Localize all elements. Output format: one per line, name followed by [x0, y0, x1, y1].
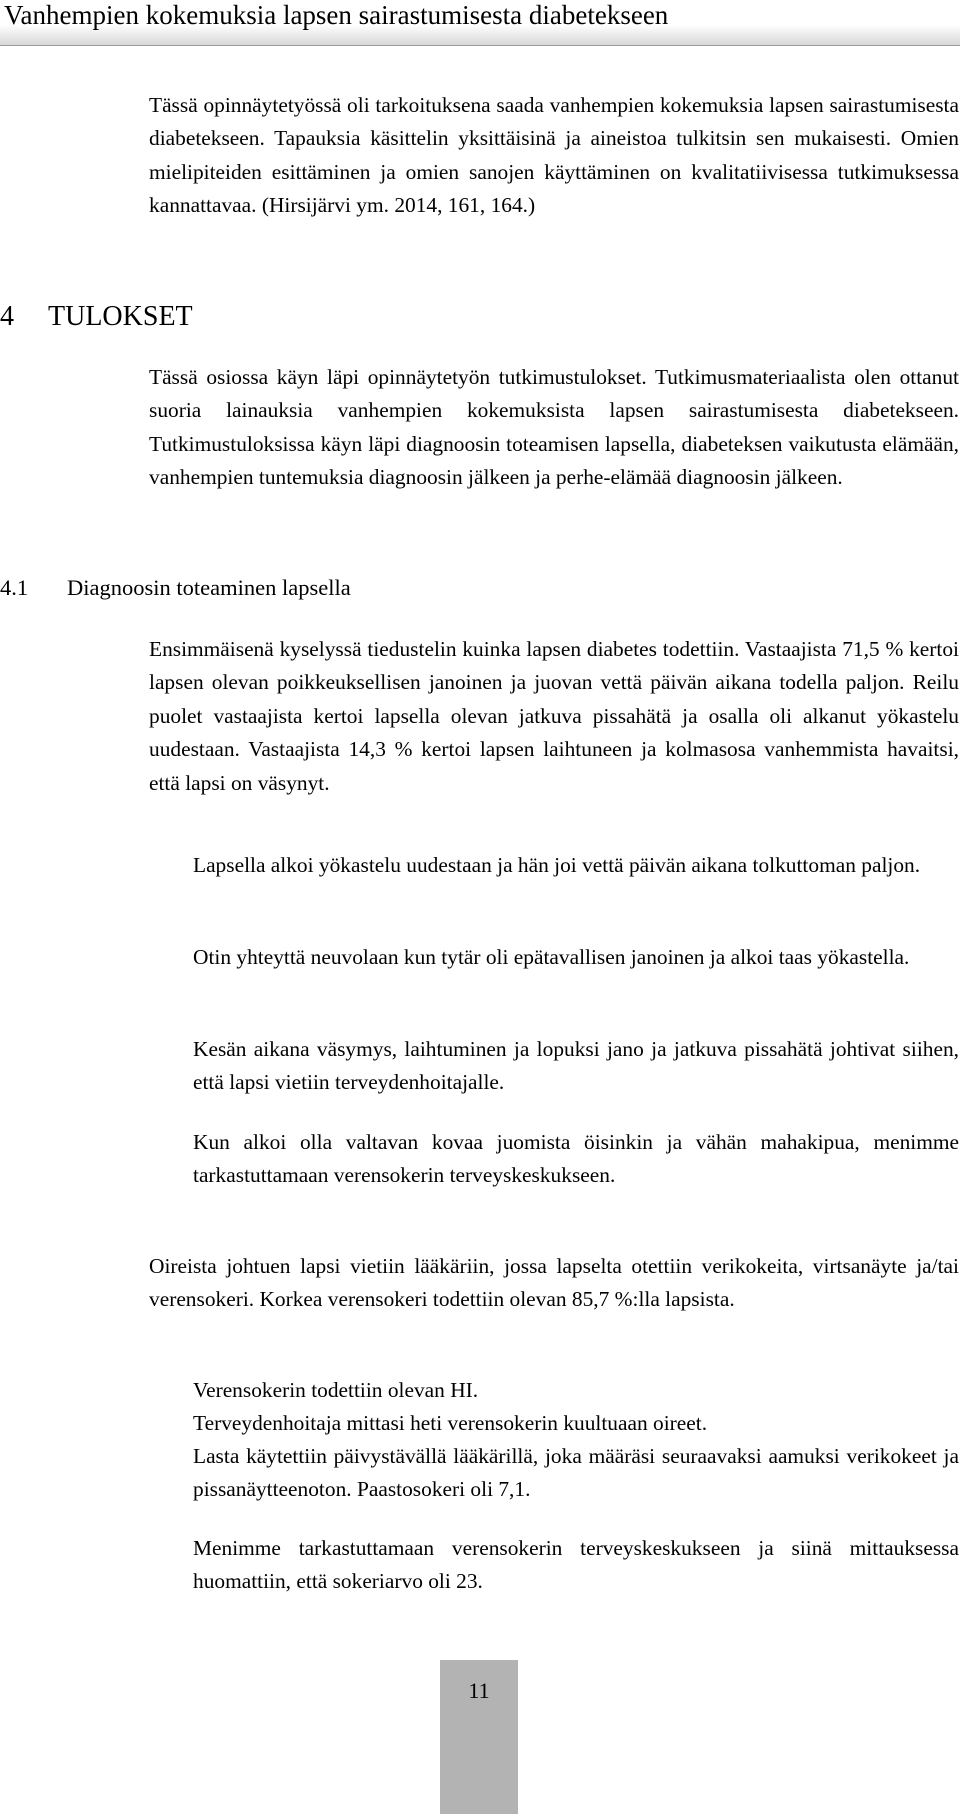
quote: Kun alkoi olla valtavan kovaa juomista öisinkin ja vähän mahakipua, menimme tarkastuttamaan verensokerin terveyskeskukseen.	[193, 1130, 959, 1188]
section-4-number: 4	[0, 301, 14, 332]
section-4-title: TULOKSET	[48, 301, 193, 332]
section-4-1-title: Diagnoosin toteaminen lapsella	[67, 575, 351, 600]
section-4-1-number: 4.1	[0, 575, 29, 600]
header-title: Vanhempien kokemuksia lapsen sairastumisesta diabetekseen	[4, 0, 669, 30]
quote: Lasta käytettiin päivystävällä lääkärillä, joka määräsi seuraavaksi aamuksi verikokeet ja pissanäytteenoton. Paastosokeri oli 7,1.	[193, 1444, 959, 1502]
section-4-1-paragraph-2: Oireista johtuen lapsi vietiin lääkäriin, jossa lapselta otettiin verikokeita, virtsanäyte ja/tai verensokeri. Korkea verensokeri todettiin olevan 85,7 %:lla lapsista.	[149, 1254, 959, 1312]
quote: Lapsella alkoi yökastelu uudestaan ja hän joi vettä päivän aikana tolkuttoman paljon.	[193, 853, 921, 877]
quote: Verensokerin todettiin olevan HI.	[193, 1378, 479, 1402]
quote: Kesän aikana väsymys, laihtuminen ja lopuksi jano ja jatkuva pissahätä johtivat siihen, että lapsi vietiin terveydenhoitajalle.	[193, 1037, 959, 1095]
quote: Otin yhteyttä neuvolaan kun tytär oli epätavallisen janoinen ja alkoi taas yökastella.	[193, 945, 910, 969]
quote: Menimme tarkastuttamaan verensokerin terveyskeskukseen ja siinä mittauksessa huomattiin, että sokeriarvo oli 23.	[193, 1536, 959, 1594]
section-4-heading	[0, 300, 193, 334]
page-number: 11	[468, 1678, 490, 1703]
section-4-1-heading	[0, 573, 351, 603]
section-4-1-paragraph-1: Ensimmäisenä kyselyssä tiedustelin kuinka lapsen diabetes todettiin. Vastaajista 71,5 % kertoi lapsen olevan poikkeuksellisen janoinen ja juovan vettä päivän aikana todella paljon. Reilu puolet vastaajista kertoi lapsella olevan jatkuva pissahätä ja osalla oli alkanut yökastelu uudestaan. Vastaajista 14,3 % kertoi lapsen laihtuneen ja kolmasosa vanhemmista havaitsi, että lapsi on väsynyt.	[149, 637, 959, 795]
page-number-box	[440, 1660, 518, 1814]
quote: Terveydenhoitaja mittasi heti verensokerin kuultuaan oireet.	[193, 1411, 708, 1435]
section-4-paragraph: Tässä osiossa käyn läpi opinnäytetyön tutkimustulokset. Tutkimusmateriaalista olen ottanut suoria lainauksia vanhempien kokemuksista lapsen sairastumisesta diabetekseen. Tutkimustuloksissa käyn läpi diagnoosin toteamisen lapsella, diabeteksen vaikutusta elämään, vanhempien tuntemuksia diagnoosin jälkeen ja perhe-elämää diagnoosin jälkeen.	[149, 365, 959, 490]
intro-paragraph: Tässä opinnäytetyössä oli tarkoituksena saada vanhempien kokemuksia lapsen sairastumisesta diabetekseen. Tapauksia käsittelin yksittäisinä ja aineistoa tulkitsin sen mukaisesti. Omien mielipiteiden esittäminen ja omien sanojen käyttäminen on kvalitatiivisessa tutkimuksessa kannattavaa. (Hirsijärvi ym. 2014, 161, 164.)	[149, 93, 959, 218]
running-header	[0, 0, 960, 46]
